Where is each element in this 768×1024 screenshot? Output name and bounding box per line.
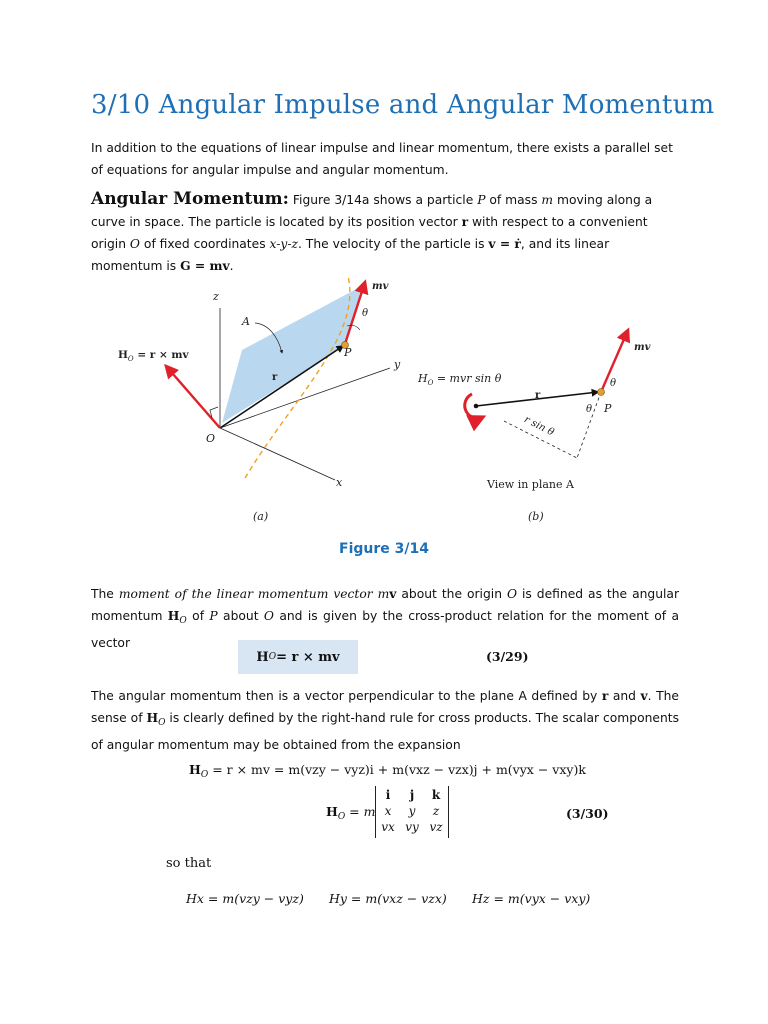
figure-3-14 bbox=[100, 268, 690, 538]
label-r-sin-theta: r sin θ bbox=[522, 414, 556, 439]
so-that: so that bbox=[166, 856, 212, 871]
label-mv-a: mv bbox=[372, 281, 389, 292]
det-cell: y bbox=[408, 804, 416, 818]
section-title: 3/10 Angular Impulse and Angular Momentum bbox=[91, 90, 715, 120]
particle-P-b bbox=[598, 389, 605, 396]
label-panel-a: (a) bbox=[253, 510, 269, 523]
angular-momentum-paragraph: Angular Momentum: Figure 3/14a shows a particle P of mass m moving along a curve in space. The particle is located by its position vector r with respect to a convenient origin O of fixed coordinates x-y-z. The velocity of the particle is v = ṙ, and its linear momentum is G = mv. bbox=[91, 189, 653, 273]
moment-paragraph: The moment of the linear momentum vector mv about the origin O is defined as the angular momentum $H_O$ of P about O and is given by the cross-product relation for the moment of a vector bbox=[91, 586, 680, 650]
det-cell: vz bbox=[429, 820, 443, 834]
det-cell: vx bbox=[381, 820, 395, 834]
label-P-b: P bbox=[604, 402, 612, 415]
component-hy: Hy = m(vxz − vzx) bbox=[329, 891, 447, 906]
component-hx: Hx = m(vzy − vyz) bbox=[186, 891, 304, 906]
component-hz: Hz = m(vyx − vxy) bbox=[472, 891, 591, 906]
label-r-a: r bbox=[272, 372, 278, 383]
det-cell: i bbox=[385, 788, 391, 802]
figure-panel-a bbox=[118, 276, 401, 523]
label-Ho-eq-b: $H_O$ = mvr sin θ bbox=[418, 372, 502, 387]
determinant-3x3 bbox=[375, 786, 449, 838]
label-theta-b2: θ bbox=[586, 404, 593, 415]
label-panel-b: (b) bbox=[528, 510, 544, 523]
x-axis bbox=[220, 428, 335, 480]
equation-number-3-30: (3/30) bbox=[566, 806, 609, 821]
equation-number-3-29: (3/29) bbox=[486, 649, 529, 664]
label-Ho-eq-a: $H_O = r$ × mv bbox=[118, 349, 189, 363]
label-mv-b: mv bbox=[634, 342, 651, 353]
equation-3-30-lhs: $H_O = m$ bbox=[326, 804, 376, 822]
figure-panel-b bbox=[417, 330, 651, 523]
det-cell: k bbox=[431, 788, 441, 802]
label-y: y bbox=[394, 358, 401, 371]
equation-3-29: H O = r × mv bbox=[238, 640, 358, 674]
label-x: x bbox=[336, 476, 343, 489]
intro-paragraph: In addition to the equations of linear impulse and linear momentum, there exists a parallel set of equations for angular impulse and angular momentum. bbox=[91, 141, 673, 177]
perpendicular-paragraph: The angular momentum then is a vector perpendicular to the plane A defined by r and v. The sense of $H_O$ is clearly defined by the right-hand rule for cross products. The scalar components of angular momentum may be obtained from the expansion bbox=[91, 688, 679, 752]
origin-O-b bbox=[474, 404, 479, 409]
det-cell: z bbox=[432, 804, 440, 818]
label-P-a: P bbox=[344, 346, 352, 359]
label-O-a: O bbox=[206, 432, 216, 445]
det-cell: x bbox=[384, 804, 392, 818]
det-cell: vy bbox=[405, 820, 419, 834]
equation-3-30-expansion: $H_O = r$ × mv = m(vzy − vyz)i + m(vxz − vzx)j + m(vyx − vxy)k bbox=[189, 762, 586, 780]
dashed-line-of-action bbox=[577, 392, 601, 458]
label-z: z bbox=[213, 290, 219, 303]
label-theta-a: θ bbox=[362, 308, 369, 319]
label-A: A bbox=[242, 315, 250, 328]
det-cell: j bbox=[409, 788, 415, 802]
label-view-in-plane-A: View in plane A bbox=[487, 478, 574, 491]
angular-momentum-heading: Angular Momentum: bbox=[91, 189, 289, 209]
label-theta-b1: θ bbox=[610, 378, 617, 389]
label-r-b: r bbox=[535, 390, 541, 401]
angular-momentum-vector-Ho bbox=[166, 366, 220, 428]
figure-caption: Figure 3/14 bbox=[339, 541, 429, 557]
